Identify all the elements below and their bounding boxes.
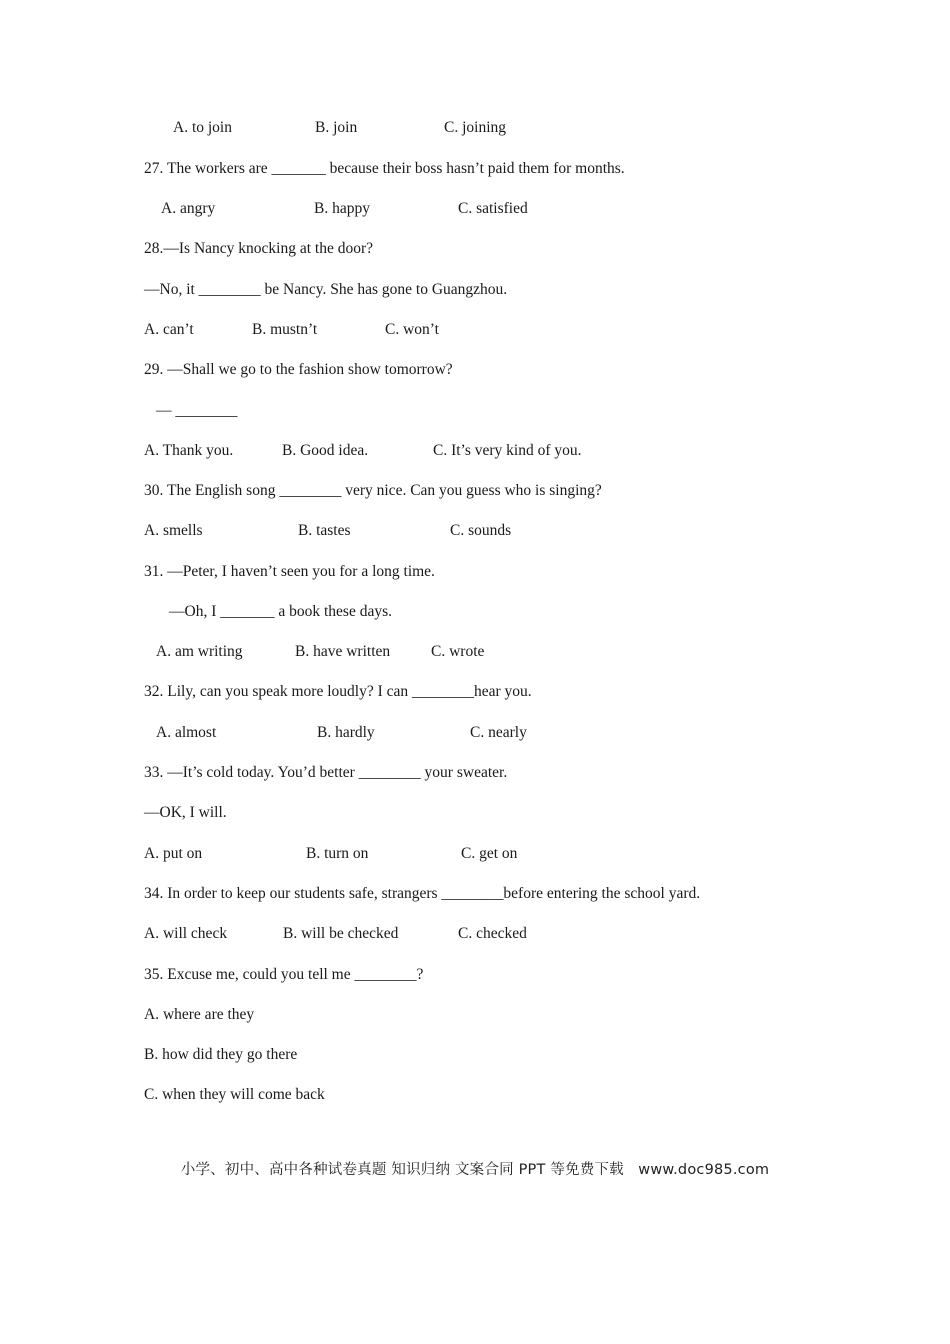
question-29-reply: — ________ [156,402,238,419]
option-a: A. angry [161,200,216,217]
option-b: B. turn on [306,845,369,862]
option-a: A. will check [144,925,228,942]
question-27-stem: 27. The workers are _______ because their boss hasn’t paid them for months. [144,160,625,177]
option-c: C. checked [458,925,527,942]
option-b: B. tastes [298,522,351,539]
option-b: B. hardly [317,724,375,741]
option-a: A. where are they [144,1006,255,1023]
option-a: A. Thank you. [144,442,234,459]
option-a: A. can’t [144,321,194,338]
question-33-stem: 33. —It’s cold today. You’d better ________ your sweater. [144,764,508,781]
footer-watermark: 小学、初中、高中各种试卷真题 知识归纳 文案合同 PPT 等免费下载 www.doc985.com [180,1162,770,1178]
question-34-stem: 34. In order to keep our students safe, strangers ________before entering the school yard. [144,885,701,902]
question-33-reply: —OK, I will. [144,804,227,821]
option-a: A. to join [173,119,232,136]
question-31-reply: —Oh, I _______ a book these days. [169,603,392,620]
option-a: A. almost [156,724,217,741]
option-c: C. satisfied [458,200,528,217]
question-28-reply: —No, it ________ be Nancy. She has gone to Guangzhou. [144,281,508,298]
option-c: C. when they will come back [144,1086,325,1103]
option-c: C. nearly [470,724,527,741]
question-31-stem: 31. —Peter, I haven’t seen you for a long time. [144,563,435,580]
option-c: C. joining [444,119,507,136]
option-b: B. how did they go there [144,1046,298,1063]
option-c: C. sounds [450,522,512,539]
question-30-stem: 30. The English song ________ very nice. Can you guess who is singing? [144,482,602,499]
option-b: B. Good idea. [282,442,369,459]
option-c: C. get on [461,845,518,862]
option-a: A. put on [144,845,203,862]
question-29-stem: 29. —Shall we go to the fashion show tomorrow? [144,361,453,378]
option-b: B. will be checked [283,925,399,942]
option-b: B. join [315,119,358,136]
option-a: A. am writing [156,643,243,660]
option-c: C. won’t [385,321,439,338]
option-b: B. have written [295,643,391,660]
question-35-stem: 35. Excuse me, could you tell me ________? [144,966,424,983]
question-28-stem: 28.—Is Nancy knocking at the door? [144,240,373,257]
option-b: B. mustn’t [252,321,318,338]
option-b: B. happy [314,200,370,217]
option-a: A. smells [144,522,203,539]
option-c: C. It’s very kind of you. [433,442,582,459]
option-c: C. wrote [431,643,485,660]
question-32-stem: 32. Lily, can you speak more loudly? I can ________hear you. [144,683,532,700]
